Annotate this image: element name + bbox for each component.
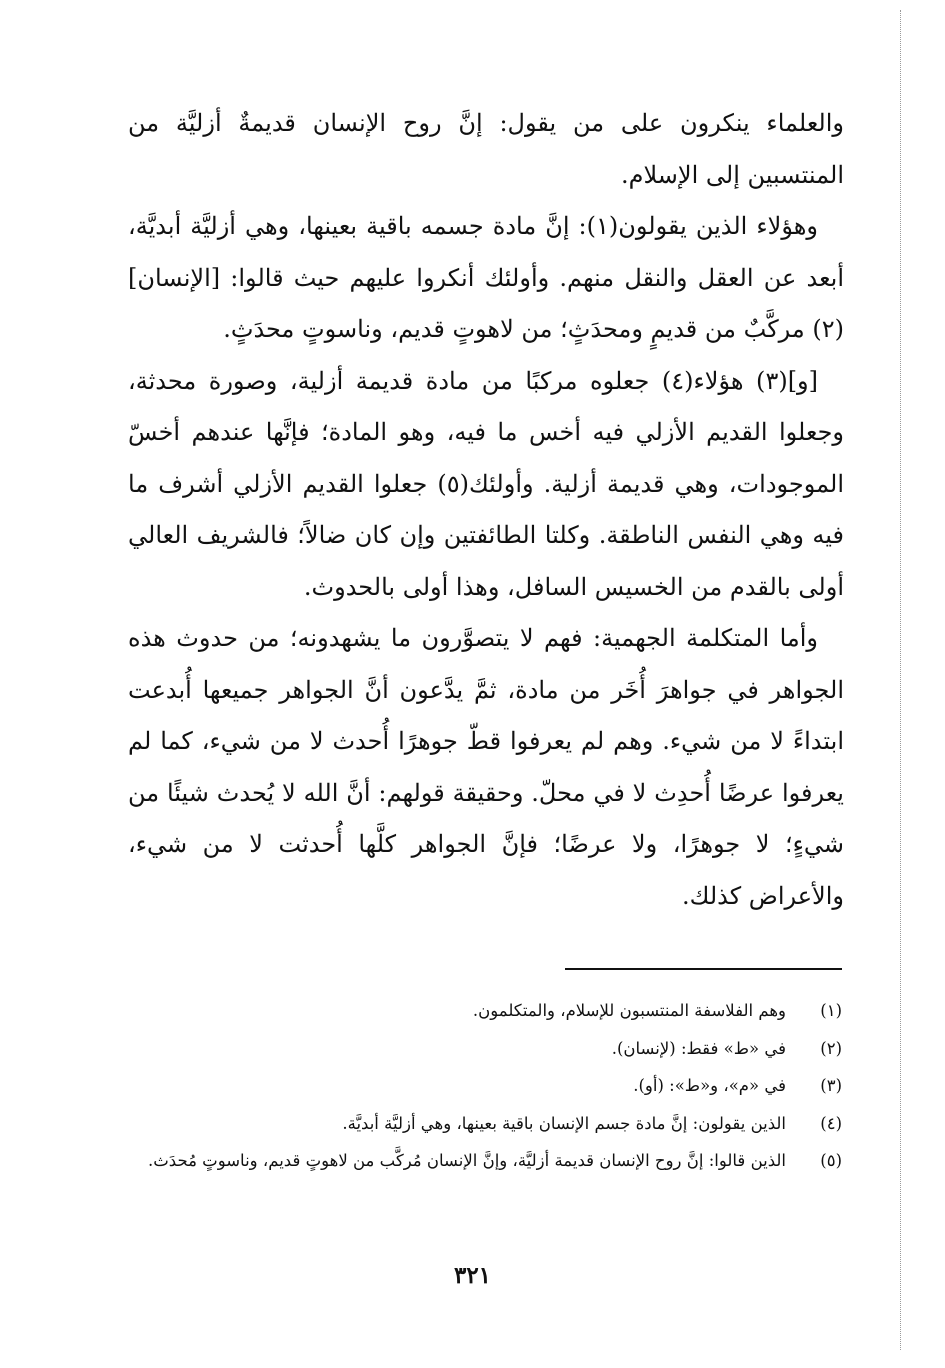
paragraph: وهؤلاء الذين يقولون(١): إنَّ مادة جسمه باقية بعينها، وهي أزليَّة أبديَّة، أبعد عن العقل والنقل منهم. وأولئك أنكروا عليهم حيث قالوا: [الإنسان](٢) مركَّبٌ من قديمٍ ومحدَثٍ؛ من لاهوتٍ قديم، وناسوتٍ محدَثٍ. — [128, 212, 844, 343]
footnote — [128, 1142, 842, 1180]
footnote-number: (٥) — [820, 1151, 842, 1170]
body-text — [128, 98, 844, 922]
paragraph: وأما المتكلمة الجهمية: فهم لا يتصوَّرون ما يشهدونه؛ من حدوث هذه الجواهر في جواهرَ أُخَر من مادة، ثمَّ يدَّعون أنَّ الجواهر جميعها أُبدعت ابتداءً لا من شيء. وهم لم يعرفوا قطّ جوهرًا أُحدث لا من شيء، كما لم يعرفوا عرضًا أُحدِث لا في محلّ. وحقيقة قولهم: أنَّ الله لا يُحدث شيئًا من شيءٍ؛ لا جوهرًا، ولا عرضًا؛ فإنَّ الجواهر كلَّها أُحدثت لا من شيء، والأعراض كذلك. — [128, 624, 844, 910]
footnote-text: الذين يقولون: إنَّ مادة جسم الإنسان باقية بعينها، وهي أزليَّة أبديَّة. — [342, 1113, 786, 1133]
footnote-text: وهم الفلاسفة المنتسبون للإسلام، والمتكلمون. — [472, 1001, 786, 1020]
footnote-text: في «م»، و«ط»: (أو). — [633, 1076, 786, 1095]
footnote-number: (١) — [820, 1001, 842, 1020]
footnote-text: الذين قالوا: إنَّ روح الإنسان قديمة أزليَّة، وإنَّ الإنسان مُركَّب من لاهوتٍ قديم، وناسوتٍ مُحدَث. — [148, 1151, 786, 1170]
paragraph: [و](٣) هؤلاء(٤) جعلوه مركبًا من مادة قديمة أزلية، وصورة محدثة، وجعلوا القديم الأزلي فيه أخس ما فيه، وهو المادة؛ فإنَّها عندهم أخسّ الموجودات، وهي قديمة أزلية. وأولئك(٥) جعلوا القديم الأزلي أشرف ما فيه وهي النفس الناطقة. وكلتا الطائفتين وإن كان ضالاً؛ فالشريف العالي أولى بالقدم من الخسيس السافل، وهذا أولى بالحدوث. — [128, 366, 845, 601]
footnote — [128, 1067, 842, 1105]
footnote-separator — [565, 968, 842, 970]
footnote — [128, 1105, 842, 1143]
paragraph: والعلماء ينكرون على من يقول: إنَّ روح الإنسان قديمةٌ أزليَّة من المنتسبين إلى الإسلام. — [128, 109, 844, 189]
footnote — [128, 992, 842, 1030]
margin-dotted-line — [900, 10, 901, 1350]
footnote-number: (٤) — [820, 1113, 842, 1133]
footnotes — [128, 992, 842, 1180]
footnote — [128, 1030, 842, 1068]
page-number: ٣٢١ — [453, 1262, 492, 1289]
footnote-text: في «ط» فقط: (لإنسان). — [611, 1038, 786, 1058]
footnote-number: (٣) — [820, 1076, 842, 1095]
footnote-number: (٢) — [820, 1038, 842, 1058]
